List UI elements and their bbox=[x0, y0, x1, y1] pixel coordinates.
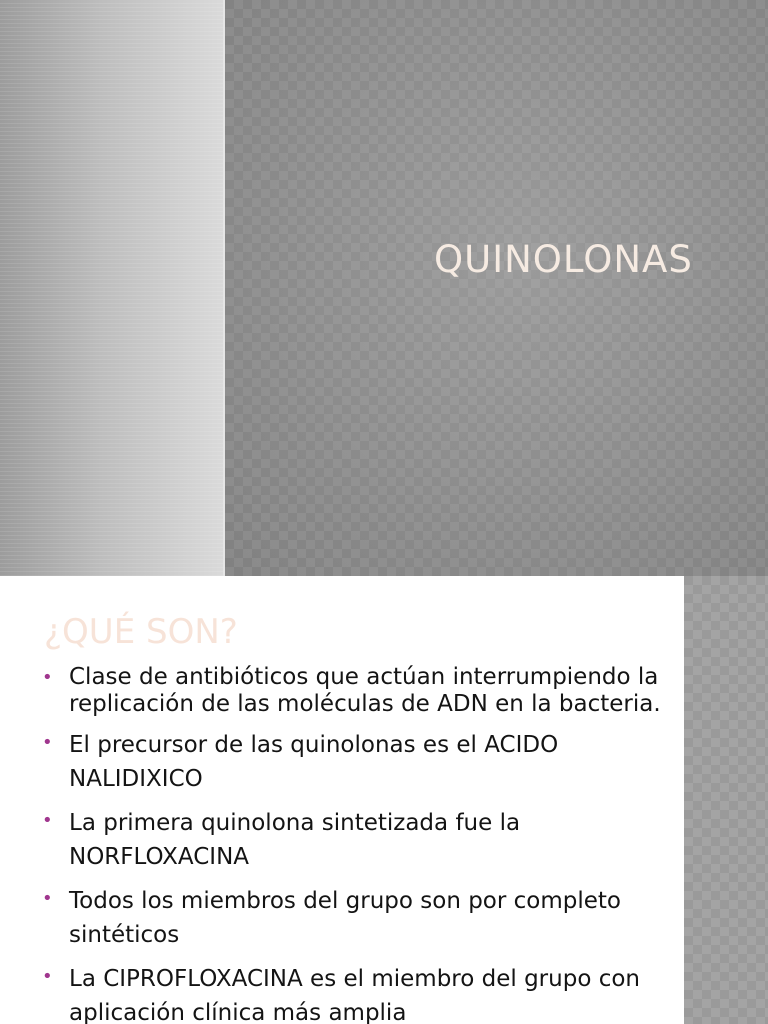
bullet-text: La primera quinolona sintetizada fue la NORFLOXACINA bbox=[69, 810, 521, 870]
bullet-item bbox=[40, 884, 670, 952]
bullet-text: El precursor de las quinolonas es el ACIDO NALIDIXICO bbox=[69, 732, 559, 792]
bullet-marker-icon: • bbox=[42, 667, 53, 688]
content-slide-side-panel bbox=[684, 576, 768, 1024]
bullet-marker-icon: • bbox=[42, 966, 53, 987]
bullet-text: La CIPROFLOXACINA es el miembro del grupo con aplicación clínica más amplia bbox=[69, 966, 640, 1024]
bullet-item bbox=[40, 806, 670, 874]
bullet-marker-icon: • bbox=[42, 732, 53, 753]
bullet-marker-icon: • bbox=[42, 888, 53, 909]
bullet-text: Clase de antibióticos que actúan interrumpiendo la replicación de las moléculas de ADN en la bacteria. bbox=[69, 664, 661, 717]
bullet-list bbox=[40, 664, 670, 1024]
slide-title: QUINOLONAS bbox=[434, 238, 693, 281]
bullet-item bbox=[40, 728, 670, 796]
content-slide bbox=[0, 576, 768, 1024]
title-slide-left-panel bbox=[0, 0, 223, 576]
title-slide-right-panel bbox=[225, 0, 768, 576]
bullet-marker-icon: • bbox=[42, 810, 53, 831]
bullet-item bbox=[40, 664, 670, 718]
bullet-item bbox=[40, 962, 670, 1024]
slide-heading: ¿QUÉ SON? bbox=[44, 612, 238, 652]
bullet-text: Todos los miembros del grupo son por completo sintéticos bbox=[69, 888, 621, 948]
